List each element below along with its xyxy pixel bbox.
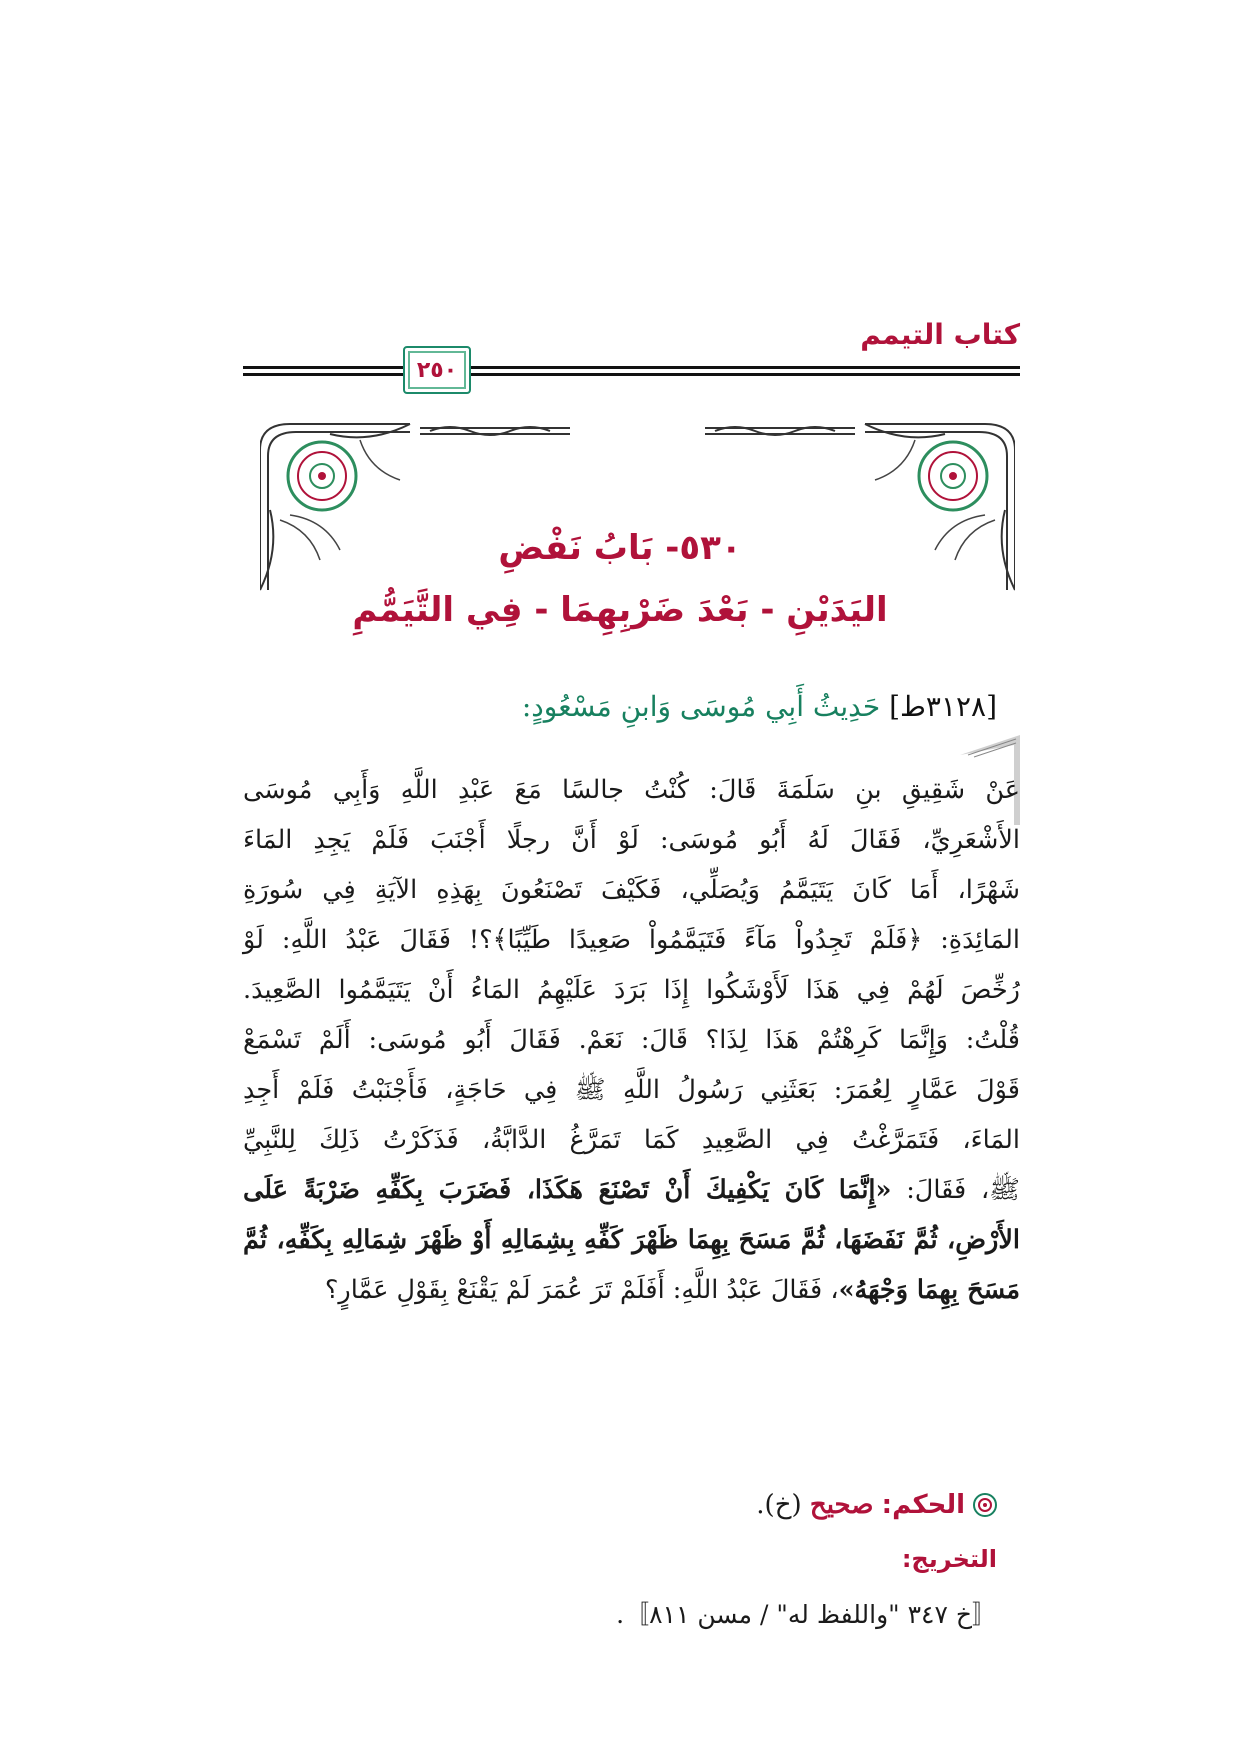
- header-rule: [468, 373, 1020, 376]
- header-rule: [468, 366, 1020, 369]
- ruling: [756, 1490, 997, 1520]
- prophetic-quote: مَسَحَ بِهِمَا وَجْهَهُ»: [838, 1275, 1020, 1305]
- text-line: قَوْلَ عَمَّارٍ لِعُمَرَ: بَعَثَنِي رَسُولُ اللَّهِ ﷺ فِي حَاجَةٍ، فَأَجْنَبْتُ فَلَمْ أَجِدِ: [243, 1075, 1020, 1105]
- takhrij-text: 〚خ ٣٤٧ "واللفظ له" / مسن ٨١١〛.: [616, 1600, 997, 1629]
- text-line: [243, 1165, 1020, 1215]
- text-line-prefix: ﷺ، فَقَالَ:: [891, 1175, 1020, 1205]
- chapter-title-line2: اليَدَيْنِ - بَعْدَ ضَرْبِهِمَا - فِي التَّيَمُّمِ: [352, 590, 888, 630]
- prophetic-quote: الأَرْضِ، ثُمَّ نَفَضَهَا، ثُمَّ مَسَحَ بِهِمَا ظَهْرَ كَفِّهِ بِشِمَالِهِ أَوْ ظَهْرَ شِمَالِهِ بِكَفِّهِ، ثُمَّ: [243, 1225, 1020, 1255]
- text-line: قُلْتُ: وَإِنَّمَا كَرِهْتُمْ هَذَا لِذَا؟ قَالَ: نَعَمْ. فَقَالَ أَبُو مُوسَى: أَلَمْ تَسْمَعْ: [243, 1025, 1020, 1055]
- text-line: المَاءَ، فَتَمَرَّغْتُ فِي الصَّعِيدِ كَمَا تَمَرَّغُ الدَّابَّةُ، فَذَكَرْتُ ذَلِكَ لِلنَّبِيِّ: [243, 1125, 1020, 1155]
- chapter-title-line1: ٥٣٠- بَابُ نَفْضِ: [498, 528, 742, 568]
- page-number-frame: [403, 346, 471, 394]
- hadith-narrators: حَدِيثُ أَبِي مُوسَى وَابنِ مَسْعُودٍ:: [521, 690, 881, 723]
- ruling-grade: صحيح: [809, 1490, 874, 1520]
- running-title: كتاب التيمم: [860, 318, 1020, 351]
- header-rule: [243, 366, 403, 369]
- text-line: المَائِدَةِ: ﴿فَلَمْ تَجِدُواْ مَآءً فَتَيَمَّمُواْ صَعِيدًا طَيِّبًا﴾؟! فَقَالَ عَبْدُ اللَّهِ: لَوْ: [243, 925, 1020, 955]
- text-line: الأَشْعَرِيِّ، فَقَالَ لَهُ أَبُو مُوسَى: لَوْ أَنَّ رجلًا أَجْنَبَ فَلَمْ يَجِدِ المَاءَ: [243, 825, 1020, 855]
- text-line-suffix: ، فَقَالَ عَبْدُ اللَّهِ: أَفَلَمْ تَرَ عُمَرَ لَمْ يَقْنَعْ بِقَوْلِ عَمَّارٍ؟: [324, 1275, 839, 1305]
- text-line: رُخِّصَ لَهُمْ فِي هَذَا لَأَوْشَكُوا إِذَا بَرَدَ عَلَيْهِمُ المَاءُ أَنْ يَتَيَمَّمُوا الصَّعِيدَ.: [243, 975, 1020, 1005]
- takhrij-label: التخريج:: [901, 1545, 997, 1573]
- hadith-heading: [522, 690, 997, 723]
- flower-ornament-icon: [973, 1493, 997, 1517]
- page-header: [243, 318, 1020, 383]
- hadith-text: [243, 765, 1020, 1315]
- ruling-label: الحكم:: [881, 1490, 965, 1520]
- chapter-ornament-frame: [260, 420, 1015, 600]
- prophetic-quote: «إِنَّمَا كَانَ يَكْفِيكَ أَنْ تَصْنَعَ هَكَذَا، فَضَرَبَ بِكَفِّهِ ضَرْبَةً عَلَى: [243, 1175, 892, 1205]
- header-rule: [243, 373, 403, 376]
- ruling-source: (خ).: [756, 1490, 810, 1520]
- hadith-ref: [٣١٢٨ط]: [889, 690, 997, 723]
- page-number: ٢٥٠: [416, 357, 458, 383]
- text-line: شَهْرًا، أَمَا كَانَ يَتَيَمَّمُ وَيُصَلِّي، فَكَيْفَ تَصْنَعُونَ بِهَذِهِ الآيَةِ فِي سُورَةِ: [243, 875, 1020, 905]
- left-rosette: [288, 442, 356, 510]
- right-rosette: [919, 442, 987, 510]
- text-line: [243, 1265, 1020, 1315]
- text-line: عَنْ شَقِيقِ بنِ سَلَمَةَ قَالَ: كُنْتُ جالسًا مَعَ عَبْدِ اللَّهِ وَأَبِي مُوسَى: [243, 775, 1020, 805]
